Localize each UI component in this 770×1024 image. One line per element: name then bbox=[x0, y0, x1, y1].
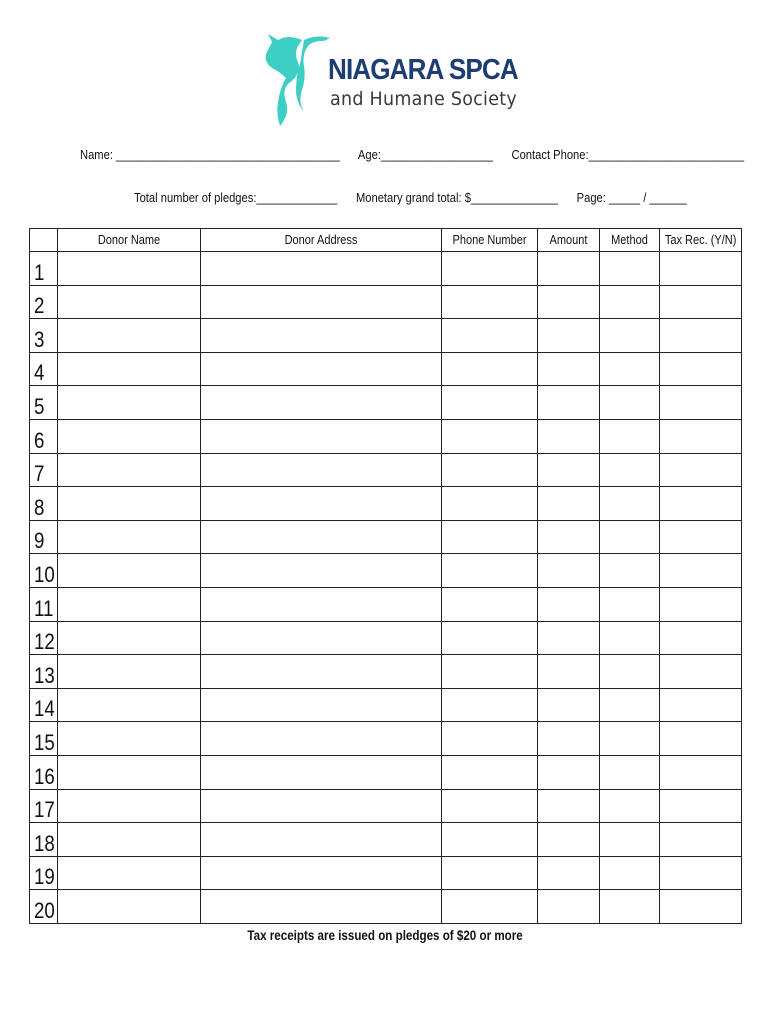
donor-address-cell[interactable] bbox=[201, 856, 442, 890]
row-number: 2 bbox=[30, 285, 58, 319]
method-cell[interactable] bbox=[600, 755, 660, 789]
header-line-2 bbox=[134, 190, 687, 205]
table-row bbox=[30, 554, 742, 588]
amount-cell[interactable] bbox=[538, 520, 600, 554]
table-row bbox=[30, 755, 742, 789]
tax-receipt-cell[interactable] bbox=[660, 621, 742, 655]
donor-name-cell[interactable] bbox=[58, 453, 201, 487]
donor-address-cell[interactable] bbox=[201, 319, 442, 353]
tax-receipt-cell[interactable] bbox=[660, 386, 742, 420]
amount-cell[interactable] bbox=[538, 688, 600, 722]
table-row bbox=[30, 655, 742, 689]
donor-name-cell[interactable] bbox=[58, 655, 201, 689]
table-row bbox=[30, 419, 742, 453]
column-header-phone-number: Phone Number bbox=[442, 229, 538, 252]
row-number: 7 bbox=[30, 453, 58, 487]
donor-name-cell[interactable] bbox=[58, 688, 201, 722]
donor-address-cell[interactable] bbox=[201, 453, 442, 487]
donor-address-cell[interactable] bbox=[201, 823, 442, 857]
method-cell[interactable] bbox=[600, 722, 660, 756]
amount-cell[interactable] bbox=[538, 823, 600, 857]
row-number: 10 bbox=[30, 554, 58, 588]
donor-address-cell[interactable] bbox=[201, 688, 442, 722]
row-number: 8 bbox=[30, 487, 58, 521]
donor-name-cell[interactable] bbox=[58, 890, 201, 924]
donor-name-cell[interactable] bbox=[58, 823, 201, 857]
row-number: 20 bbox=[30, 890, 58, 924]
method-cell[interactable] bbox=[600, 587, 660, 621]
donor-name-cell[interactable] bbox=[58, 621, 201, 655]
tax-receipt-cell[interactable] bbox=[660, 856, 742, 890]
method-cell[interactable] bbox=[600, 856, 660, 890]
tax-receipt-cell[interactable] bbox=[660, 285, 742, 319]
table-row bbox=[30, 789, 742, 823]
donor-address-cell[interactable] bbox=[201, 755, 442, 789]
method-cell[interactable] bbox=[600, 789, 660, 823]
contact-phone-field[interactable]: _________________________ bbox=[588, 147, 745, 162]
donor-address-cell[interactable] bbox=[201, 520, 442, 554]
table-row bbox=[30, 621, 742, 655]
phone-number-cell[interactable] bbox=[442, 285, 538, 319]
method-cell[interactable] bbox=[600, 487, 660, 521]
table-row bbox=[30, 285, 742, 319]
row-number: 12 bbox=[30, 621, 58, 655]
method-cell[interactable] bbox=[600, 252, 660, 286]
page-separator: / bbox=[640, 190, 650, 205]
method-cell[interactable] bbox=[600, 621, 660, 655]
phone-number-cell[interactable] bbox=[442, 352, 538, 386]
phone-number-cell[interactable] bbox=[442, 688, 538, 722]
donor-address-cell[interactable] bbox=[201, 722, 442, 756]
row-number: 5 bbox=[30, 386, 58, 420]
amount-cell[interactable] bbox=[538, 755, 600, 789]
column-header-donor-name: Donor Name bbox=[58, 229, 201, 252]
footer-note: Tax receipts are issued on pledges of $20 or more bbox=[247, 928, 523, 943]
age-label: Age: bbox=[357, 147, 381, 162]
donor-name-cell[interactable] bbox=[58, 755, 201, 789]
phone-number-cell[interactable] bbox=[442, 554, 538, 588]
tax-receipt-cell[interactable] bbox=[660, 520, 742, 554]
tax-receipt-cell[interactable] bbox=[660, 419, 742, 453]
header-line-1 bbox=[80, 147, 744, 162]
method-cell[interactable] bbox=[600, 655, 660, 689]
row-number: 3 bbox=[30, 319, 58, 353]
table-row bbox=[30, 487, 742, 521]
table-row bbox=[30, 319, 742, 353]
tax-receipt-cell[interactable] bbox=[660, 655, 742, 689]
donor-name-cell[interactable] bbox=[58, 487, 201, 521]
donor-address-cell[interactable] bbox=[201, 252, 442, 286]
row-number: 17 bbox=[30, 789, 58, 823]
row-number: 15 bbox=[30, 722, 58, 756]
row-number: 18 bbox=[30, 823, 58, 857]
donor-name-cell[interactable] bbox=[58, 419, 201, 453]
row-number: 16 bbox=[30, 755, 58, 789]
age-field[interactable]: __________________ bbox=[380, 147, 493, 162]
method-cell[interactable] bbox=[600, 554, 660, 588]
column-header-tax-receipt: Tax Rec. (Y/N) bbox=[660, 229, 742, 252]
phone-number-cell[interactable] bbox=[442, 319, 538, 353]
cat-dog-silhouette-icon bbox=[258, 32, 338, 130]
amount-cell[interactable] bbox=[538, 285, 600, 319]
donor-address-cell[interactable] bbox=[201, 621, 442, 655]
donor-address-cell[interactable] bbox=[201, 655, 442, 689]
phone-number-cell[interactable] bbox=[442, 621, 538, 655]
donor-address-cell[interactable] bbox=[201, 587, 442, 621]
row-number: 19 bbox=[30, 856, 58, 890]
table-row bbox=[30, 386, 742, 420]
row-number: 9 bbox=[30, 520, 58, 554]
pledge-table bbox=[29, 228, 742, 924]
amount-cell[interactable] bbox=[538, 554, 600, 588]
table-row bbox=[30, 722, 742, 756]
name-label: Name: bbox=[80, 147, 117, 162]
method-cell[interactable] bbox=[600, 285, 660, 319]
page-field[interactable]: _____ bbox=[608, 190, 641, 205]
donor-name-cell[interactable] bbox=[58, 520, 201, 554]
method-cell[interactable] bbox=[600, 890, 660, 924]
tax-receipt-cell[interactable] bbox=[660, 319, 742, 353]
method-cell[interactable] bbox=[600, 386, 660, 420]
tax-receipt-cell[interactable] bbox=[660, 890, 742, 924]
table-row bbox=[30, 856, 742, 890]
amount-cell[interactable] bbox=[538, 386, 600, 420]
donor-address-cell[interactable] bbox=[201, 285, 442, 319]
row-number: 1 bbox=[30, 252, 58, 286]
donor-name-cell[interactable] bbox=[58, 386, 201, 420]
method-cell[interactable] bbox=[600, 823, 660, 857]
phone-number-cell[interactable] bbox=[442, 722, 538, 756]
page-label: Page: bbox=[576, 190, 609, 205]
table-row bbox=[30, 453, 742, 487]
donor-address-cell[interactable] bbox=[201, 789, 442, 823]
table-row bbox=[30, 587, 742, 621]
donor-name-cell[interactable] bbox=[58, 319, 201, 353]
donor-name-cell[interactable] bbox=[58, 856, 201, 890]
table-row bbox=[30, 688, 742, 722]
logo-name: NIAGARA SPCA bbox=[328, 54, 518, 86]
phone-number-cell[interactable] bbox=[442, 587, 538, 621]
table-row bbox=[30, 520, 742, 554]
amount-cell[interactable] bbox=[538, 419, 600, 453]
donor-address-cell[interactable] bbox=[201, 890, 442, 924]
donor-name-cell[interactable] bbox=[58, 554, 201, 588]
contact-phone-label: Contact Phone: bbox=[511, 147, 589, 162]
row-number: 6 bbox=[30, 419, 58, 453]
row-number: 11 bbox=[30, 587, 58, 621]
grand-total-field[interactable]: ______________ bbox=[470, 190, 558, 205]
phone-number-cell[interactable] bbox=[442, 856, 538, 890]
method-cell[interactable] bbox=[600, 419, 660, 453]
donor-name-cell[interactable] bbox=[58, 789, 201, 823]
amount-cell[interactable] bbox=[538, 587, 600, 621]
phone-number-cell[interactable] bbox=[442, 890, 538, 924]
amount-cell[interactable] bbox=[538, 621, 600, 655]
phone-number-cell[interactable] bbox=[442, 755, 538, 789]
logo-subtitle: and Humane Society bbox=[330, 88, 517, 110]
donor-address-cell[interactable] bbox=[201, 352, 442, 386]
amount-cell[interactable] bbox=[538, 655, 600, 689]
pledges-label: Total number of pledges: bbox=[134, 190, 257, 205]
donor-name-cell[interactable] bbox=[58, 352, 201, 386]
tax-receipt-cell[interactable] bbox=[660, 587, 742, 621]
amount-cell[interactable] bbox=[538, 319, 600, 353]
donor-name-cell[interactable] bbox=[58, 587, 201, 621]
phone-number-cell[interactable] bbox=[442, 655, 538, 689]
donor-address-cell[interactable] bbox=[201, 554, 442, 588]
phone-number-cell[interactable] bbox=[442, 252, 538, 286]
table-row bbox=[30, 890, 742, 924]
tax-receipt-cell[interactable] bbox=[660, 487, 742, 521]
tax-receipt-cell[interactable] bbox=[660, 554, 742, 588]
phone-number-cell[interactable] bbox=[442, 520, 538, 554]
donor-address-cell[interactable] bbox=[201, 419, 442, 453]
phone-number-cell[interactable] bbox=[442, 823, 538, 857]
tax-receipt-cell[interactable] bbox=[660, 755, 742, 789]
phone-number-cell[interactable] bbox=[442, 487, 538, 521]
row-number: 13 bbox=[30, 655, 58, 689]
method-cell[interactable] bbox=[600, 319, 660, 353]
row-number: 14 bbox=[30, 688, 58, 722]
amount-cell[interactable] bbox=[538, 453, 600, 487]
phone-number-cell[interactable] bbox=[442, 453, 538, 487]
grand-total-label: Monetary grand total: $ bbox=[355, 190, 471, 205]
tax-receipt-cell[interactable] bbox=[660, 722, 742, 756]
phone-number-cell[interactable] bbox=[442, 789, 538, 823]
method-cell[interactable] bbox=[600, 520, 660, 554]
tax-receipt-cell[interactable] bbox=[660, 789, 742, 823]
table-row bbox=[30, 352, 742, 386]
amount-cell[interactable] bbox=[538, 352, 600, 386]
tax-receipt-cell[interactable] bbox=[660, 252, 742, 286]
table-header-row bbox=[30, 229, 742, 252]
pledges-field[interactable]: _____________ bbox=[256, 190, 338, 205]
donor-address-cell[interactable] bbox=[201, 487, 442, 521]
amount-cell[interactable] bbox=[538, 252, 600, 286]
row-number: 4 bbox=[30, 352, 58, 386]
method-cell[interactable] bbox=[600, 453, 660, 487]
donor-name-cell[interactable] bbox=[58, 252, 201, 286]
tax-receipt-cell[interactable] bbox=[660, 688, 742, 722]
column-header-method: Method bbox=[600, 229, 660, 252]
table-row bbox=[30, 823, 742, 857]
niagara-spca-logo bbox=[258, 32, 518, 130]
amount-cell[interactable] bbox=[538, 856, 600, 890]
page-total-field[interactable]: ______ bbox=[649, 190, 687, 205]
method-cell[interactable] bbox=[600, 352, 660, 386]
amount-cell[interactable] bbox=[538, 487, 600, 521]
name-field[interactable]: ____________________________________ bbox=[116, 147, 340, 162]
phone-number-cell[interactable] bbox=[442, 419, 538, 453]
column-header-number bbox=[30, 229, 58, 252]
donor-name-cell[interactable] bbox=[58, 285, 201, 319]
method-cell[interactable] bbox=[600, 688, 660, 722]
amount-cell[interactable] bbox=[538, 722, 600, 756]
tax-receipt-cell[interactable] bbox=[660, 352, 742, 386]
amount-cell[interactable] bbox=[538, 890, 600, 924]
tax-receipt-cell[interactable] bbox=[660, 453, 742, 487]
column-header-amount: Amount bbox=[538, 229, 600, 252]
phone-number-cell[interactable] bbox=[442, 386, 538, 420]
amount-cell[interactable] bbox=[538, 789, 600, 823]
donor-name-cell[interactable] bbox=[58, 722, 201, 756]
table-row bbox=[30, 252, 742, 286]
tax-receipt-cell[interactable] bbox=[660, 823, 742, 857]
donor-address-cell[interactable] bbox=[201, 386, 442, 420]
column-header-donor-address: Donor Address bbox=[201, 229, 442, 252]
